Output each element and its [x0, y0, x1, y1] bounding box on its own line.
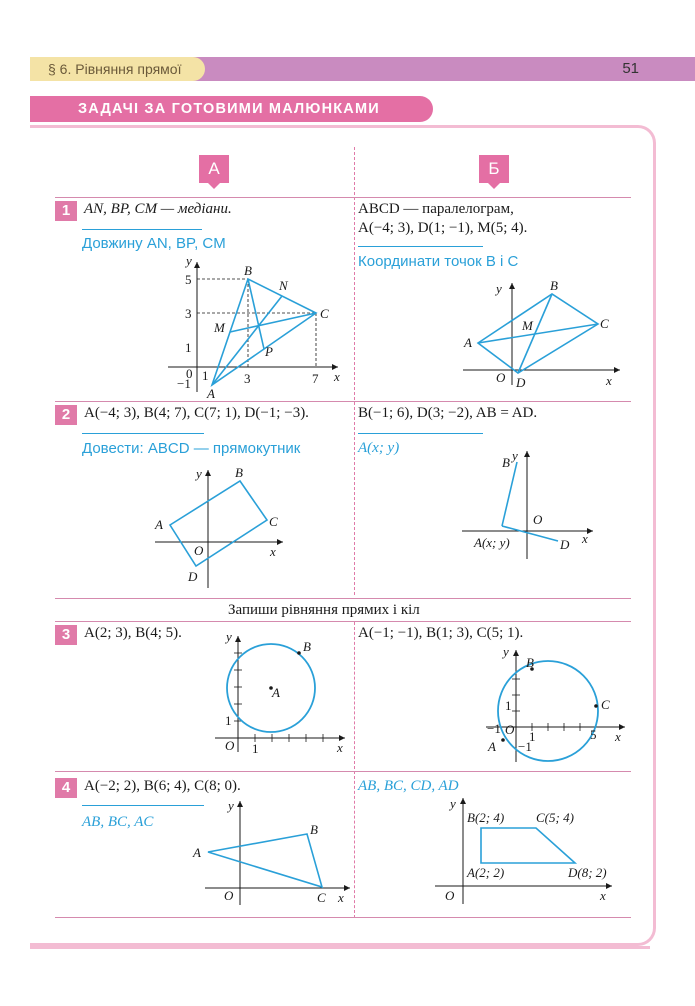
point-label: P — [265, 344, 273, 359]
point-label: M — [522, 318, 533, 333]
task-4a-goal: AB, BC, AC — [82, 814, 154, 830]
tick-label: 1 — [252, 741, 259, 756]
axis-x-label: x — [615, 729, 621, 744]
task-number: 2 — [55, 405, 77, 425]
tick-label: 1 — [225, 713, 232, 728]
point-label: A(x; y) — [474, 535, 510, 550]
tick-label: 1 — [529, 729, 536, 744]
point-label: C — [320, 306, 329, 321]
task-2a-goal: Довести: ABCD — прямокутник — [82, 440, 301, 457]
task-2a-text: A(−4; 3), B(4; 7), C(7; 1), D(−1; −3). — [84, 405, 309, 421]
axis-x-label: x — [334, 369, 340, 384]
point-label: C(5; 4) — [536, 810, 574, 825]
point-label: C — [601, 697, 610, 712]
task-number: 3 — [55, 625, 77, 645]
point-label: C — [317, 890, 326, 905]
task-number: 4 — [55, 778, 77, 798]
point-label: B — [244, 263, 252, 278]
origin-label: O — [533, 512, 543, 527]
origin-label: O — [496, 370, 506, 385]
point-label: B(2; 4) — [467, 810, 505, 825]
tick-label: 1 — [185, 340, 192, 355]
point-label: B — [310, 822, 318, 837]
point-label: N — [279, 278, 288, 293]
axis-y-label: y — [226, 629, 232, 644]
point-label: C — [269, 514, 278, 529]
task-number: 1 — [55, 201, 77, 221]
point-label: M — [214, 320, 225, 335]
point-label: B — [550, 278, 558, 293]
task-4b-goal: AB, BC, CD, AD — [358, 778, 459, 794]
tick-label: 1 — [505, 698, 512, 713]
task-1a-text: AN, BP, CM — медіани. — [84, 201, 232, 217]
tick-label: −1 — [177, 376, 191, 391]
tick-label: 5 — [185, 272, 192, 287]
axis-y-label: y — [186, 253, 192, 268]
column-b-badge: Б — [479, 155, 509, 183]
point-label: A — [155, 517, 163, 532]
column-a-badge: А — [199, 155, 229, 183]
axis-x-label: x — [606, 373, 612, 388]
page-number: 51 — [622, 60, 639, 77]
banner-title: ЗАДАЧІ ЗА ГОТОВИМИ МАЛЮНКАМИ — [30, 96, 433, 122]
point-label: A(2; 2) — [467, 865, 505, 880]
point-label: D(8; 2) — [568, 865, 607, 880]
axis-y-label: y — [503, 644, 509, 659]
origin-label: O — [505, 722, 515, 737]
origin-label: O — [194, 543, 204, 558]
point-label: B — [235, 465, 243, 480]
point-label: B — [502, 455, 510, 470]
point-label: A — [488, 739, 496, 754]
middle-heading: Запиши рівняння прямих і кіл — [228, 602, 420, 618]
task-1b-text2: A(−4; 3), D(1; −1), M(5; 4). — [358, 220, 528, 236]
axis-y-label: y — [496, 281, 502, 296]
tick-label: 3 — [244, 371, 251, 386]
tick-label: 0 — [186, 366, 193, 381]
tick-label: −1 — [518, 739, 532, 754]
task-4a-text: A(−2; 2), B(6; 4), C(8; 0). — [84, 778, 241, 794]
bottom-rule — [30, 946, 650, 949]
point-label: C — [600, 316, 609, 331]
point-label: D — [188, 569, 198, 584]
point-label: B — [303, 639, 311, 654]
task-1b-goal: Координати точок B і C — [358, 253, 519, 270]
axis-x-label: x — [337, 740, 343, 755]
point-label: A — [207, 386, 215, 401]
axis-x-label: x — [600, 888, 606, 903]
point-label: A — [464, 335, 472, 350]
origin-label: O — [445, 888, 455, 903]
task-2b-goal: A(x; y) — [358, 440, 400, 456]
axis-x-label: x — [338, 890, 344, 905]
task-3b-text: A(−1; −1), B(1; 3), C(5; 1). — [358, 625, 524, 641]
point-label: B — [526, 655, 534, 670]
axis-y-label: y — [196, 466, 202, 481]
task-1a-goal: Довжину AN, BP, CM — [82, 235, 226, 252]
point-label: D — [516, 375, 526, 390]
tick-label: 3 — [185, 306, 192, 321]
point-label: A — [193, 845, 201, 860]
axis-y-label: y — [450, 796, 456, 811]
task-1b-text: ABCD — паралелограм, — [358, 201, 514, 217]
tick-label: −1 — [487, 721, 501, 736]
tick-label: 7 — [312, 371, 319, 386]
origin-label: O — [224, 888, 234, 903]
origin-label: O — [225, 738, 235, 753]
axis-y-label: y — [512, 448, 518, 463]
point-label: A — [272, 685, 280, 700]
axis-x-label: x — [270, 544, 276, 559]
tick-label: 5 — [590, 727, 597, 742]
axis-y-label: y — [228, 798, 234, 813]
task-2b-text: B(−1; 6), D(3; −2), AB = AD. — [358, 405, 538, 421]
tick-label: 1 — [202, 368, 209, 383]
section-title: § 6. Рівняння прямої — [30, 57, 205, 81]
point-label: D — [560, 537, 570, 552]
task-3a-text: A(2; 3), B(4; 5). — [84, 625, 182, 641]
axis-x-label: x — [582, 531, 588, 546]
